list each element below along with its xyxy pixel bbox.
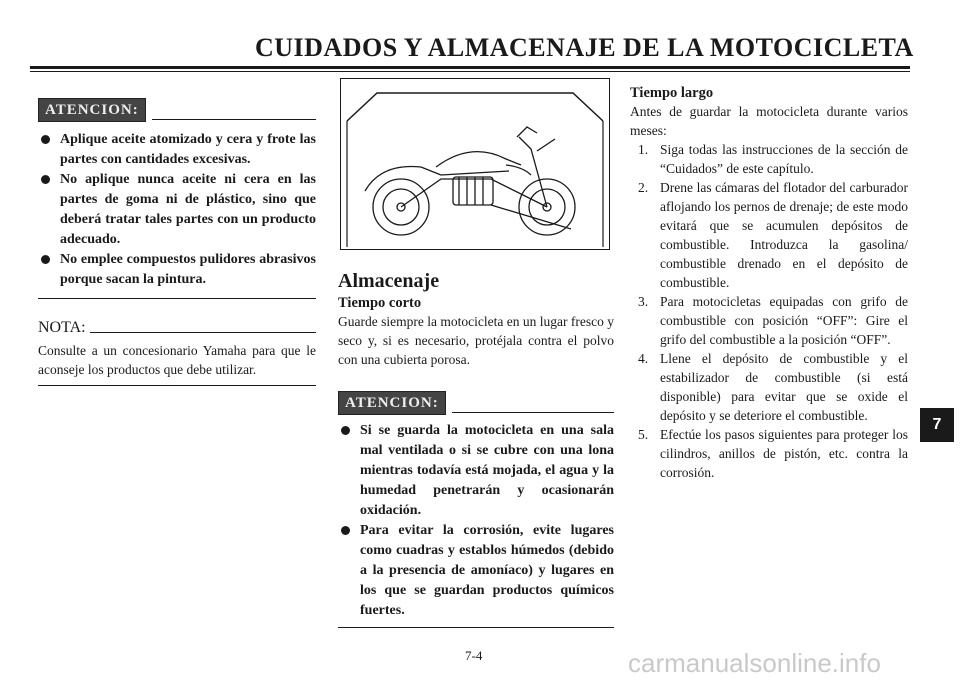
middle-column [338,78,614,628]
subsection-title-tiempo-corto: Tiempo corto [338,295,422,311]
section-title-almacenaje: Almacenaje [338,270,440,292]
list-item: No aplique nunca aceite ni cera en las partes de goma ni de plástico, sino que deberá tratar tales partes con un producto adecuado. [38,170,316,250]
list-item: Si se guarda la motocicleta en una sala mal ventilada o si se cubre con una lona mientras todavía está mojada, el agua y la humedad penetrarán y ocasionarán oxidación. [338,421,614,521]
atencion-end-rule [38,298,316,299]
tiempo-largo-steps [630,140,908,482]
right-column [630,85,908,482]
bullet-icon [41,255,50,264]
list-item: 2. Drene las cámaras del flotador del carburador aflojando los pernos de drenaje; de este modo evitará que se acumulen depósitos de combustible. Introduzca la gasolina/ combustible drenado en el depósito de combustible. [638,180,908,290]
atencion-badge: ATENCION: [38,98,146,122]
nota-header [38,319,316,337]
atencion-header-middle [338,391,614,415]
header-divider-thin [30,71,910,72]
atencion-list-middle [338,421,614,621]
motorcycle-illustration [341,79,609,249]
list-item: 5. Efectúe los pasos siguientes para proteger los cilindros, anillos de pistón, etc. contra la corrosión. [638,427,908,480]
watermark: carmanualsonline.info [628,648,881,678]
nota-label: NOTA: [38,319,86,336]
list-item: 4. Llene el depósito de combustible y el estabilizador de combustible (si está disponible) para evitar que se oxide el depósito y se deteriore el combustible. [638,351,908,423]
list-item: No emplee compuestos pulidores abrasivos porque sacan la pintura. [38,250,316,290]
page-number: 7-4 [465,648,483,663]
chapter-tab: 7 [920,408,954,442]
left-column [38,98,316,386]
nota-end-rule [38,385,316,386]
atencion-rule [452,412,614,413]
almacenaje-body: Guarde siempre la motocicleta en un lugar fresco y seco y, si es necesario, protéjala contra el polvo con una cubierta porosa. [338,314,614,367]
bullet-icon [41,135,50,144]
atencion-rule [152,119,316,120]
atencion-list-left [38,130,316,290]
atencion-end-rule [338,627,614,628]
bullet-icon [41,175,50,184]
bullet-icon [341,526,350,535]
tiempo-largo-intro: Antes de guardar la motocicleta durante varios meses: [630,104,908,138]
list-item: 1. Siga todas las instrucciones de la sección de “Cuidados” de este capítulo. [638,142,908,176]
subsection-title-tiempo-largo: Tiempo largo [630,85,714,101]
nota-text: Consulte a un concesionario Yamaha para que le aconseje los productos que debe utilizar. [38,343,316,377]
motorcycle-cover-figure [340,78,610,250]
bullet-icon [341,426,350,435]
header-divider [30,66,910,69]
page-title: CUIDADOS Y ALMACENAJE DE LA MOTOCICLETA [255,33,914,62]
list-item: 3. Para motocicletas equipadas con grifo de combustible con posición “OFF”: Gire el grifo del combustible a la posición “OFF”. [638,294,908,347]
nota-rule [90,332,316,333]
list-item: Aplique aceite atomizado y cera y frote las partes con cantidades excesivas. [38,130,316,170]
atencion-header-left [38,98,316,122]
list-item: Para evitar la corrosión, evite lugares como cuadras y establos húmedos (debido a la presencia de amoníaco) y lugares en los que se guardan productos químicos fuertes. [338,521,614,621]
atencion-badge: ATENCION: [338,391,446,415]
